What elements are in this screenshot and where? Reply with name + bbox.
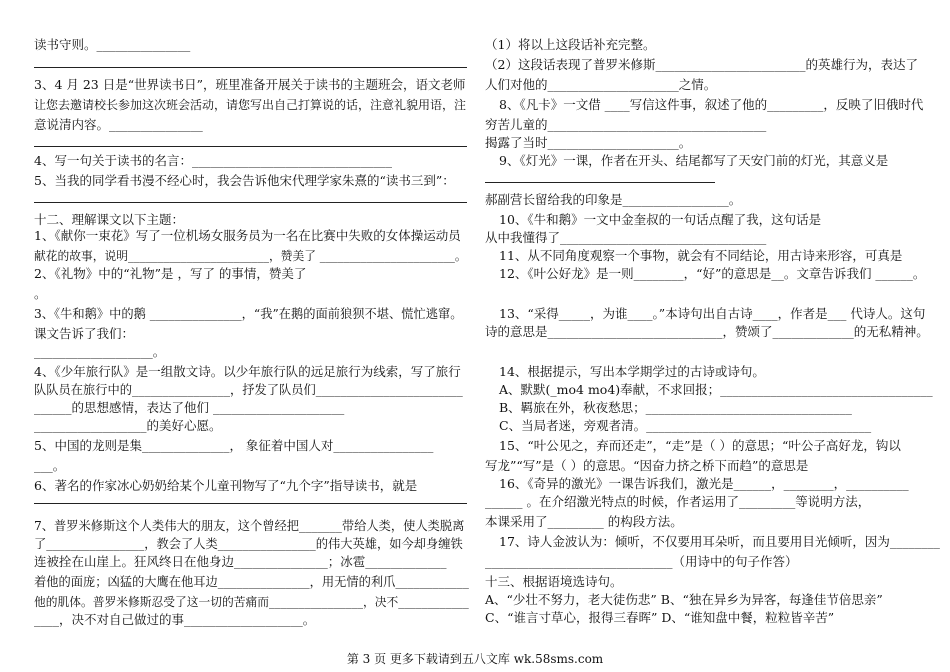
- text-line: 读书守则。_______________: [34, 37, 191, 52]
- answer-blank-line: [34, 146, 467, 147]
- text-line: 7、普罗米修斯这个人类伟大的朋友，这个曾经把_______带给人类，使人类脱离: [34, 519, 465, 533]
- text-line: A、默默(_mo4 mo4)奉献，不求回报；__________________________________: [499, 382, 933, 397]
- text-line: 16、《奇异的激光》一课告诉我们，激光是______，________，__________: [499, 476, 909, 491]
- text-line: 9、《灯光》一课，作者在开头、结尾都写了天安门前的灯光，其意义是: [499, 153, 889, 168]
- answer-blank-line: [34, 202, 467, 203]
- text-line: 3、4 月 23 日是“世界读书日”，班里准备开展关于读书的主题班会，语文老师: [34, 77, 466, 92]
- text-line: 13、“采得_____，为谁____。”本诗句出自古诗____，作者是___ 代诗人。这句: [499, 306, 926, 321]
- text-line: 十二、理解课文以下主题：: [34, 212, 185, 227]
- answer-blank-line: [485, 182, 715, 183]
- text-line: 5、中国的龙则是集______________， 象征着中国人对________________: [34, 438, 434, 453]
- text-line: 从中我懂得了_________________________________: [485, 230, 767, 245]
- text-line: B、羁旅在外，秋夜愁思；_________________________________: [499, 400, 852, 415]
- text-line: 4、《少年旅行队》是一组散文诗。以少年旅行队的远足旅行为线索，写了旅行: [34, 364, 461, 379]
- text-line: 献花的故事，说明________________________，赞美了 _______________________。: [34, 249, 467, 263]
- text-line: 穷苦儿童的___________________________________: [485, 117, 767, 132]
- text-line: 12、《叶公好龙》是一则________，“好”的意思是__。文章告诉我们 ______。: [499, 266, 926, 281]
- text-line: 课文告诉了我们：: [34, 326, 135, 341]
- text-line: 连被拴在山崖上。狂风终日在他身边_______________；冰雹_____________: [34, 554, 447, 569]
- text-line: （2）这段话表现了普罗米修斯________________________的英雄行为，表达了: [485, 57, 918, 72]
- text-line: 意说清内容。_______________: [34, 117, 203, 132]
- text-line: 15、“叶公见之，弃而还走”，“走”是（ ）的意思；“叶公子高好龙，钩以: [499, 438, 901, 453]
- text-line: ______ 。在介绍激光特点的时候，作者运用了_________等说明方法，: [485, 494, 871, 509]
- answer-blank-line: [34, 67, 467, 68]
- text-line: 5、当我的同学看书漫不经心时，我会告诉他宋代理学家朱熹的“读书三到”：: [34, 173, 455, 188]
- answer-blank-line: [34, 503, 467, 504]
- text-line: ___________________。: [34, 344, 166, 359]
- text-line: 队队员在旅行中的________________，抒发了队员们________________________: [34, 383, 463, 397]
- text-line: ___。: [34, 458, 66, 473]
- text-line: 6、著名的作家冰心奶奶给某个儿童刊物写了“九个字”指导读书，就是: [34, 478, 418, 493]
- text-line: 1、《献你一束花》写了一位机场女服务员为一名在比赛中失败的女体操运动员: [34, 228, 461, 243]
- text-line: 17、诗人金波认为：倾听，不仅要用耳朵听，而且要用目光倾听，因为________: [499, 534, 940, 549]
- text-line: 。: [34, 286, 47, 301]
- text-line: 2、《礼物》中的“礼物”是 ，写了 的事情，赞美了: [34, 266, 307, 281]
- text-line: 诗的意思是____________________________，赞颂了_____________的无私精神。: [485, 324, 929, 339]
- text-line: 本课采用了_________ 的构段方法。: [485, 514, 683, 529]
- text-line: 着他的面庞；凶猛的大鹰在他耳边_______________，用无情的利爪____________: [34, 575, 469, 589]
- text-line: 写龙”“写”是（ ）的意思。“因奋力挤之桥下而趋”的意思是: [485, 458, 809, 473]
- text-line: 11、从不同角度观察一个事物，就会有不同结论，用古诗来形容，可真是: [499, 248, 903, 263]
- text-line: 10、《牛和鹅》一文中金奎叔的一句话点醒了我，这句话是: [499, 212, 822, 227]
- text-line: 揭露了当时_____________________。: [485, 135, 692, 150]
- text-line: ______的思想感情，表达了他们 _____________________: [34, 400, 345, 415]
- text-line: 让您去邀请校长参加这次班会活动，请您写出自己打算说的话，注意礼貌用语，注: [34, 98, 467, 112]
- text-line: C、“谁言寸草心，报得三春晖” D、“谁知盘中餐，粒粒皆辛苦”: [485, 610, 835, 625]
- text-line: 郝副营长留给我的印象是_________________。: [485, 192, 742, 207]
- text-line: ______________________________（用诗中的句子作答）: [485, 554, 798, 569]
- text-line: 十三、根据语境选诗句。: [485, 574, 623, 589]
- text-line: __________________的美好心愿。: [34, 418, 222, 433]
- text-line: C、当局者迷，旁观者清。____________________________________: [499, 418, 872, 433]
- text-line: 8、《凡卡》一文借 ____写信这件事，叙述了他的_________，反映了旧俄时代: [499, 97, 924, 112]
- text-line: 人们对他的_____________________之情。: [485, 77, 717, 92]
- text-line: 4、写一句关于读书的名言：________________________________: [34, 153, 392, 168]
- text-line: 他的肌体。普罗米修斯忍受了这一切的苦痛而________________，决不____________: [34, 595, 469, 609]
- page-footer: 第 3 页 更多下载请到五八文库 wk.58sms.com: [346, 652, 604, 666]
- text-line: 3、《牛和鹅》中的鹅 _______________，“我”在鹅的面前狼狈不堪、慌忙逃窜。: [34, 307, 463, 321]
- text-line: 14、根据提示，写出本学期学过的古诗或诗句。: [499, 364, 765, 379]
- text-line: A、“少壮不努力，老大徒伤悲” B、“独在异乡为异客，每逢佳节倍思亲”: [485, 592, 883, 607]
- text-line: 了________________，教会了人类________________的伟大英雄，如今却身缠铁: [34, 537, 463, 551]
- text-line: ____，决不对自己做过的事___________________。: [34, 612, 316, 627]
- text-line: （1）将以上这段话补充完整。: [485, 37, 656, 52]
